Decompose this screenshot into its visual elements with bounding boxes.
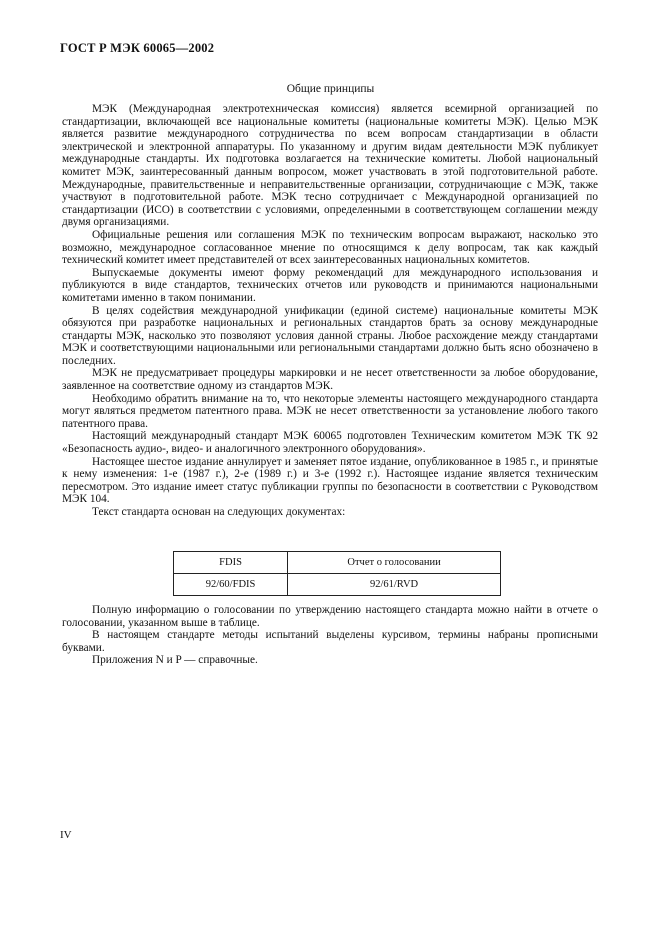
body-text-after-table: [62, 604, 598, 667]
paragraph: МЭК (Международная электротехническая комиссия) является всемирной организацией по стандартизации, включающей все национальные комитеты (национальные комитеты МЭК). Целью МЭК является развитие международного сотрудничества по всем вопросам стандартизации в области электрической и электронной аппаратуры. По указанному и другим видам деятельности МЭК публикует международные стандарты. Их подготовка возлагается на технические комитеты. Любой национальный комитет МЭК, заинтересованный данным вопросом, может участвовать в этой подготовительной работе. Международные, правительственные и неправительственные организации, сотрудничающие с МЭК, также участвуют в подготовительной работе. МЭК тесно сотрудничает с Международной организацией по стандартизации (ИСО) в соответствии с условиями, определенными в соответствующем соглашении между двумя организациями.: [62, 103, 598, 229]
paragraph: Необходимо обратить внимание на то, что некоторые элементы настоящего международного стандарта могут являться предметом патентного права. МЭК не несет ответственности за установление любого такого патентного права.: [62, 392, 598, 430]
table-cell: 92/60/FDIS: [174, 574, 288, 596]
paragraph: В целях содействия международной унификации (единой системе) национальные комитеты МЭК обязуются при разработке национальных и региональных стандартов брать за основу международные стандарты МЭК, насколько это позволяют условия данной страны. Любое расхождение между стандартами МЭК и соответствующими национальными или региональными стандартами должно быть ясно обозначено в последних.: [62, 304, 598, 367]
section-title: Общие принципы: [286, 83, 375, 95]
paragraph: Приложения N и P — справочные.: [92, 654, 258, 667]
document-header: ГОСТ Р МЭК 60065—2002: [60, 41, 215, 55]
table-header-cell: Отчет о голосовании: [288, 552, 501, 574]
paragraph: Текст стандарта основан на следующих документах:: [92, 506, 346, 518]
votes-table: [173, 551, 501, 596]
body-text: [62, 103, 598, 519]
page-number: IV: [60, 829, 72, 841]
paragraph: МЭК не предусматривает процедуры маркировки и не несет ответственности за любое оборудование, заявленное на соответствие одному из стандартов МЭК.: [62, 367, 598, 393]
paragraph: Полную информацию о голосовании по утверждению настоящего стандарта можно найти в отчете о голосовании, указанном выше в таблице.: [62, 604, 598, 629]
table-header-row: [174, 552, 501, 574]
paragraph: В настоящем стандарте методы испытаний выделены курсивом, термины набраны прописными буквами.: [62, 629, 598, 654]
paragraph: Официальные решения или соглашения МЭК по техническим вопросам выражают, насколько это возможно, международное согласованное мнение по относящимся к делу вопросам, так как каждый технический комитет имеет представителей от всех заинтересованных национальных комитетов.: [62, 228, 598, 267]
paragraph: Выпускаемые документы имеют форму рекомендаций для международного использования и публикуются в виде стандартов, технических отчетов или руководств и принимаются национальными комитетами именно в таком понимании.: [62, 266, 598, 304]
table-row: [174, 574, 501, 596]
paragraph: Настоящее шестое издание аннулирует и заменяет пятое издание, опубликованное в 1985 г., и принятые к нему изменения: 1-е (1987 г.), 2-е (1989 г.) и 3-е (1992 г.). Настоящее издание является техническим пересмотром. Это издание имеет статус публикации группы по безопасности в соответствии с Руководством МЭК 104.: [62, 455, 598, 506]
table-header-cell: FDIS: [174, 552, 288, 574]
paragraph: Настоящий международный стандарт МЭК 60065 подготовлен Техническим комитетом МЭК ТК 92 «Безопасность аудио-, видео- и аналогичного электронного оборудования».: [62, 430, 598, 456]
table-cell: 92/61/RVD: [288, 574, 501, 596]
